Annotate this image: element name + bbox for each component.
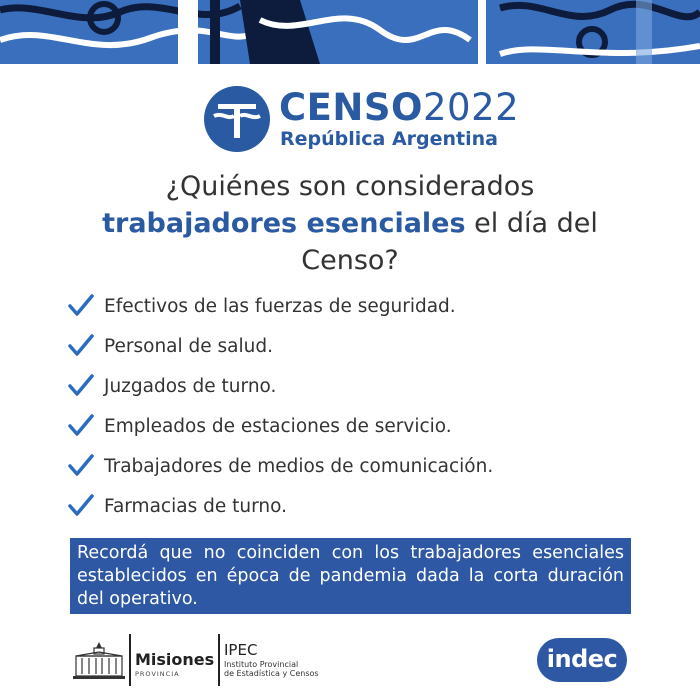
checkmark-icon [68,493,94,519]
indec-logo [537,638,627,682]
list-item-text: Personal de salud. [104,335,273,357]
question-line-2-rest: el día del [465,208,598,239]
footer [0,630,700,690]
censo-emblem-icon [204,86,270,152]
banner-pattern [0,0,700,64]
ipec-subtitle-line-2: de Estadística y Censos [224,669,319,678]
checkmark-icon [68,373,94,399]
list-item-text: Empleados de estaciones de servicio. [104,415,452,437]
checkmark-icon [68,413,94,439]
ipec-logo-text: IPEC [224,641,258,659]
list-item-text: Juzgados de turno. [104,375,277,397]
provincia-text: PROVINCIA [135,670,180,678]
essential-workers-list [68,286,493,526]
indec-logo-text: indec [546,645,618,673]
ipec-subtitle-line-1: Instituto Provincial [224,660,299,669]
decorative-banner [0,0,700,64]
checkmark-icon [68,333,94,359]
checkmark-icon [68,293,94,319]
logo-year: 2022 [423,86,520,129]
misiones-logo-text: Misiones [135,650,215,669]
reminder-note: Recordá que no coinciden con los trabajadores esenciales establecidos en época de pandemia dada la corta duración del operativo. [70,538,631,614]
footer-divider [129,634,131,686]
ipec-subtitle [224,660,319,678]
list-item [68,486,493,526]
checkmark-icon [68,453,94,479]
list-item-text: Efectivos de las fuerzas de seguridad. [104,295,456,317]
government-building-icon [72,640,126,680]
logo-title [279,86,519,129]
censo-logo [0,84,700,156]
list-item-text: Farmacias de turno. [104,495,287,517]
footer-divider [218,634,220,686]
list-item [68,406,493,446]
list-item [68,446,493,486]
list-item [68,326,493,366]
list-item-text: Trabajadores de medios de comunicación. [104,455,494,477]
question-line-1: ¿Quiénes son considerados [165,171,535,202]
question-highlight: trabajadores esenciales [102,208,466,239]
question-line-3: Censo? [301,245,399,276]
page-question [60,168,640,279]
logo-subtitle: República Argentina [280,128,498,150]
question-line-2 [60,205,640,242]
list-item [68,366,493,406]
logo-censo-text: CENSO [279,86,423,129]
list-item [68,286,493,326]
